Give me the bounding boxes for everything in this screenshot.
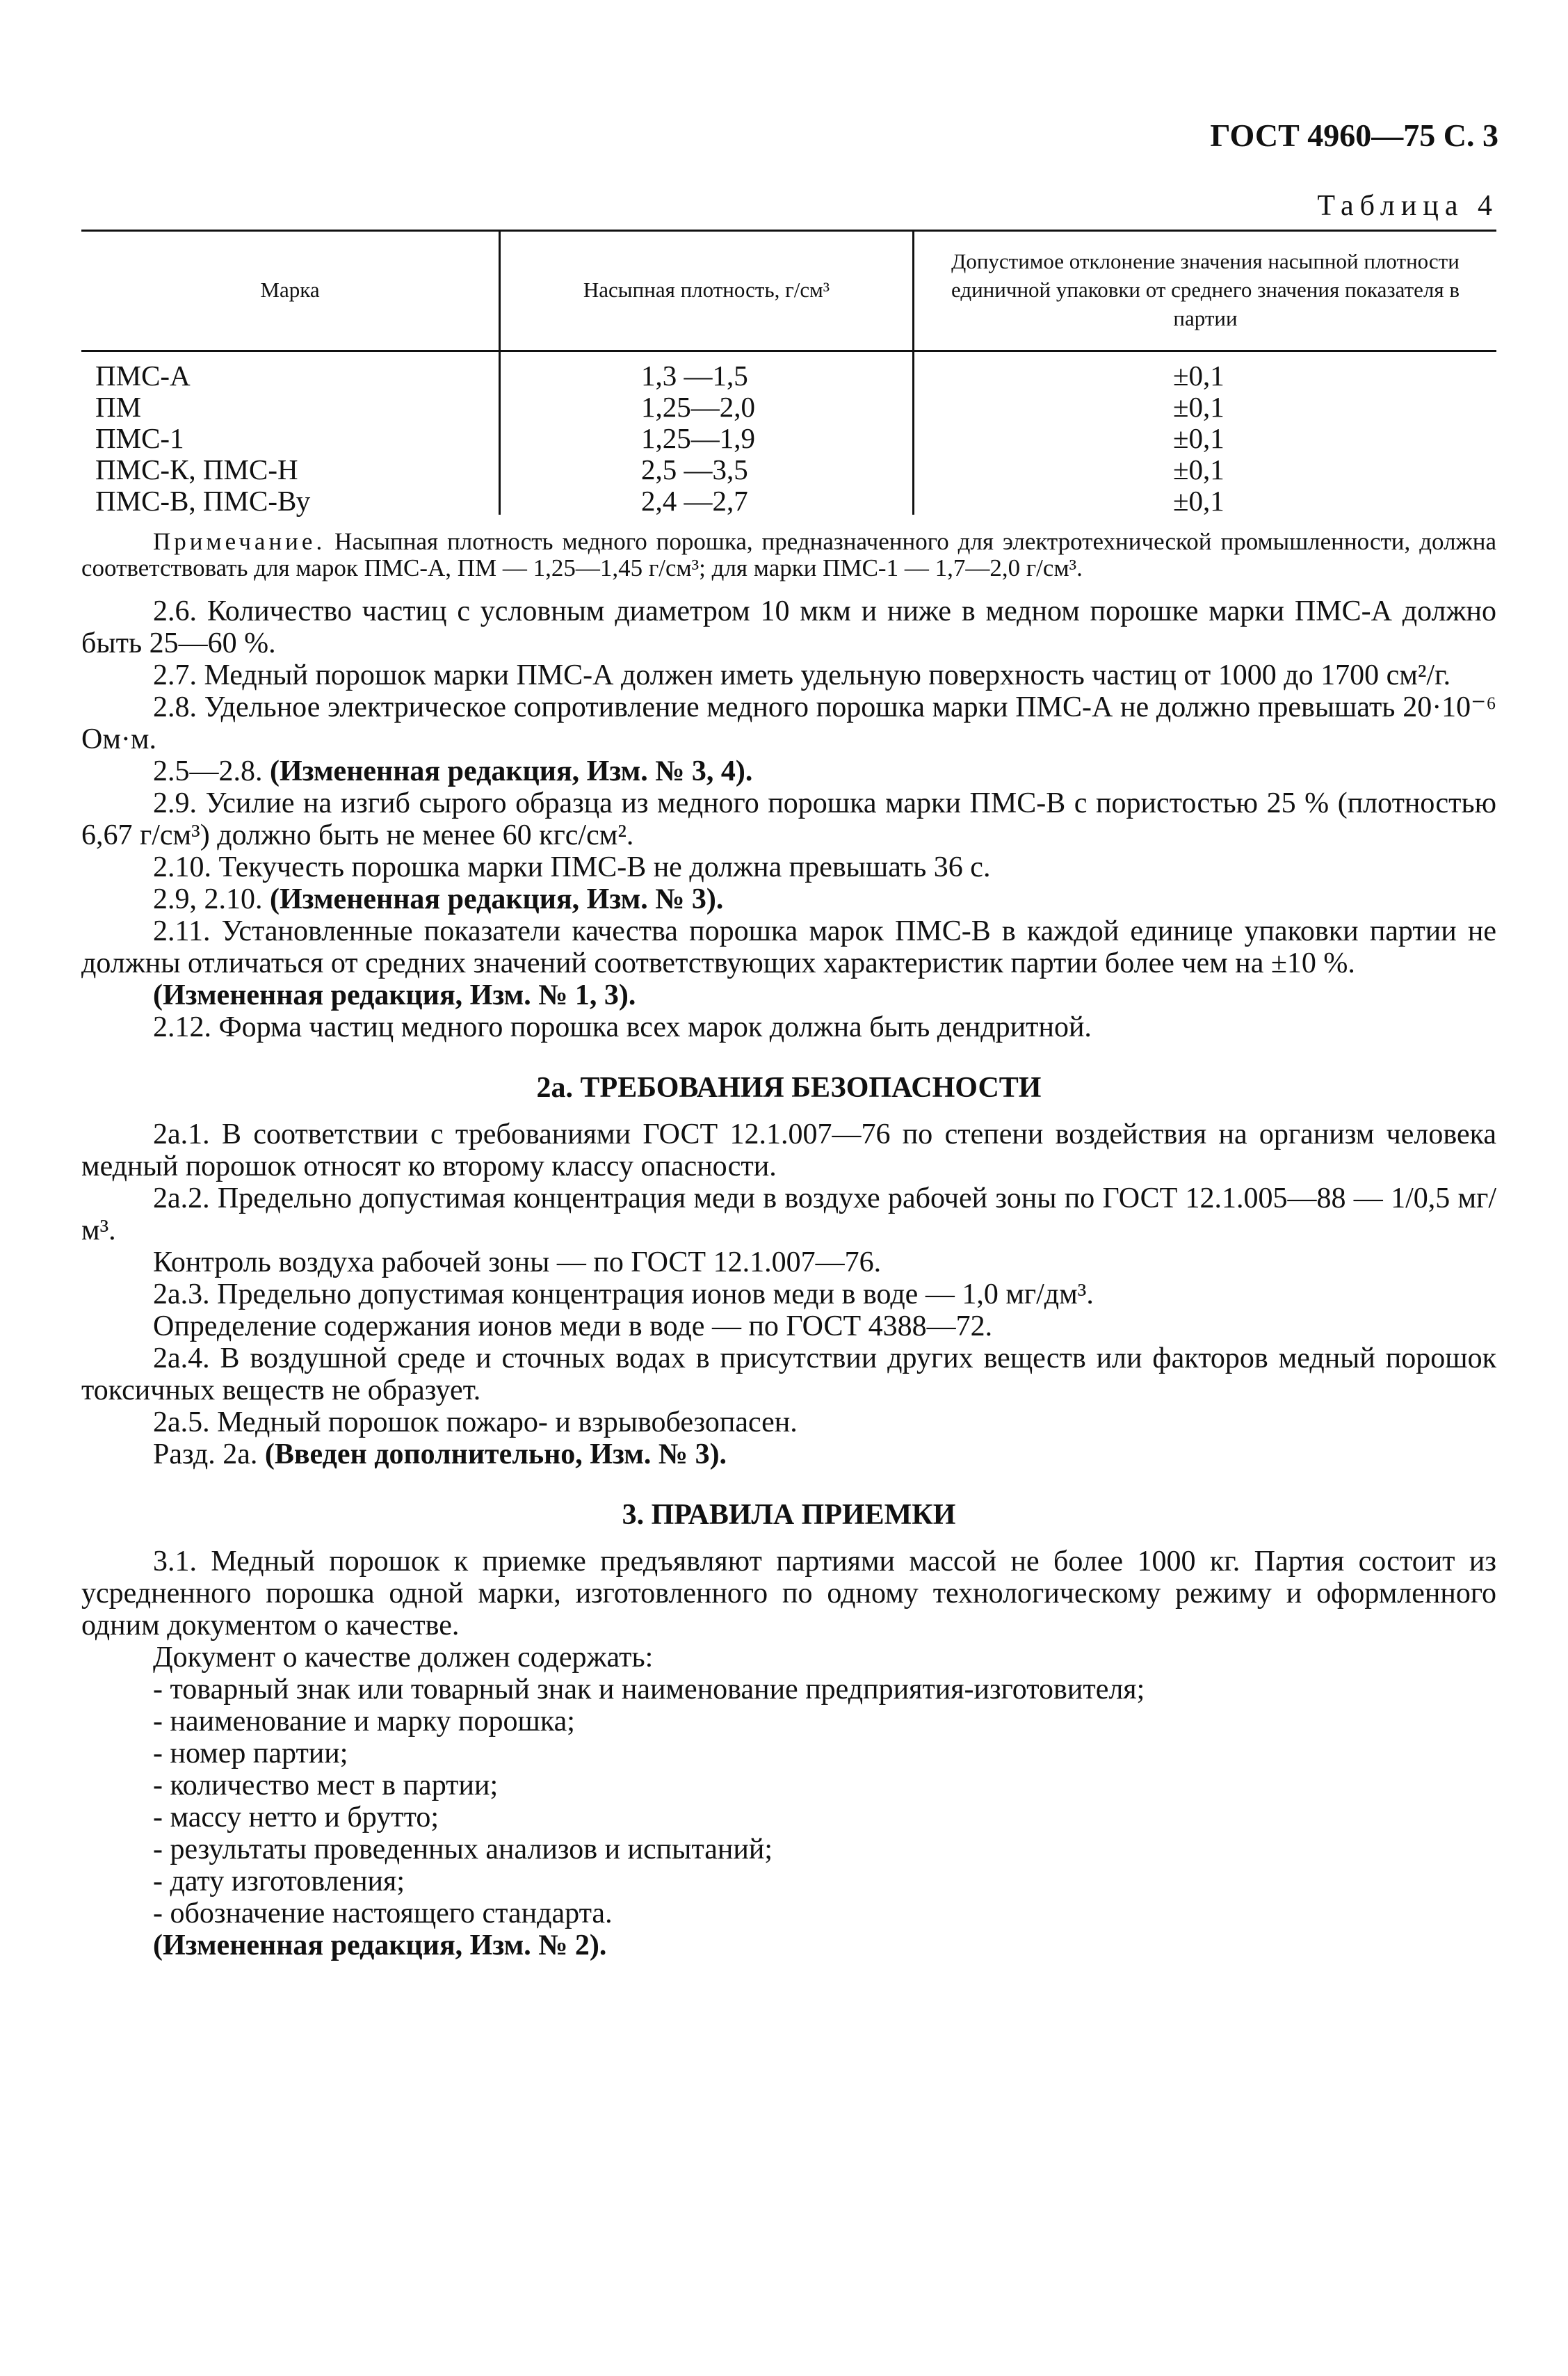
- table-header-rule: [81, 350, 1496, 352]
- list-item: - товарный знак или товарный знак и наименование предприятия-изготовителя;: [153, 1673, 1145, 1705]
- column-header-mark: Марка: [260, 278, 320, 302]
- edit-note-bold: (Измененная редакция, Изм. № 3).: [270, 883, 724, 915]
- table-note: [81, 529, 1496, 581]
- cell-density: 1,3 —1,5: [641, 360, 748, 392]
- paragraph-2a-5: 2а.5. Медный порошок пожаро- и взрывобезопасен.: [153, 1406, 798, 1438]
- table-row: [81, 360, 1496, 392]
- edit-note: [81, 883, 1496, 915]
- paragraph-2-12: 2.12. Форма частиц медного порошка всех марок должна быть дендритной.: [153, 1011, 1092, 1043]
- cell-density: 2,4 —2,7: [641, 485, 748, 517]
- cell-mark: ПМ: [95, 391, 142, 423]
- cell-mark: ПМС-1: [95, 422, 184, 454]
- page-header: ГОСТ 4960—75 С. 3: [1210, 118, 1498, 153]
- paragraph-2-6: 2.6. Количество частиц с условным диаметром 10 мкм и ниже в медном порошке марки ПМС-А должно быть 25—60 %.: [81, 595, 1496, 659]
- cell-mark: ПМС-В, ПМС-Ву: [95, 485, 311, 517]
- list-item: - количество мест в партии;: [153, 1769, 499, 1801]
- cell-deviation: ±0,1: [1173, 391, 1225, 423]
- column-header-deviation: Допустимое отклонение значения насыпной плотности единичной упаковки от среднего значения показателя в партии: [951, 249, 1460, 330]
- paragraph-2a-3: 2а.3. Предельно допустимая концентрация ионов меди в воде — 1,0 мг/дм³.: [153, 1278, 1094, 1310]
- table-row: [81, 423, 1496, 454]
- paragraph-2-8: 2.8. Удельное электрическое сопротивление медного порошка марки ПМС-А не должно превышать 20·10⁻⁶ Ом·м.: [81, 691, 1496, 755]
- paragraph-2a-1: 2а.1. В соответствии с требованиями ГОСТ 12.1.007—76 по степени воздействия на организм человека медный порошок относят ко второму классу опасности.: [81, 1118, 1496, 1182]
- list-item: - наименование и марку порошка;: [153, 1705, 575, 1737]
- list-item: - дату изготовления;: [153, 1865, 405, 1897]
- edit-note-bold: (Введен дополнительно, Изм. № 3).: [264, 1438, 727, 1470]
- paragraph-2-11: 2.11. Установленные показатели качества порошка марок ПМС-В в каждой единице упаковки партии не должны отличаться от средних значений соответствующих характеристик партии более чем на ±10 %.: [81, 915, 1496, 979]
- edit-note: [81, 1438, 1496, 1470]
- paragraph-2a-3-method: Определение содержания ионов меди в воде — по ГОСТ 4388—72.: [153, 1310, 993, 1342]
- paragraph-2a-2-control: Контроль воздуха рабочей зоны — по ГОСТ 12.1.007—76.: [153, 1246, 882, 1278]
- cell-deviation: ±0,1: [1173, 453, 1225, 485]
- paragraph-2a-4: 2а.4. В воздушной среде и сточных водах в присутствии других веществ или факторов медный порошок токсичных веществ не образует.: [81, 1342, 1496, 1406]
- list-item: - результаты проведенных анализов и испытаний;: [153, 1833, 773, 1865]
- cell-deviation: ±0,1: [1173, 360, 1225, 392]
- edit-note-bold: (Измененная редакция, Изм. № 3, 4).: [270, 755, 753, 787]
- paragraph-2a-2: 2а.2. Предельно допустимая концентрация меди в воздухе рабочей зоны по ГОСТ 12.1.005—88 — 1/0,5 мг/м³.: [81, 1182, 1496, 1246]
- table-body: [81, 360, 1496, 517]
- cell-density: 1,25—1,9: [641, 422, 755, 454]
- document-body: [81, 529, 1496, 1961]
- cell-mark: ПМС-А: [95, 360, 191, 392]
- edit-note: [81, 755, 1496, 787]
- cell-density: 1,25—2,0: [641, 391, 755, 423]
- paragraph-3-1-document: Документ о качестве должен содержать:: [153, 1641, 654, 1673]
- edit-note-prefix: 2.5—2.8.: [153, 755, 263, 787]
- table-row: [81, 454, 1496, 485]
- edit-note: (Измененная редакция, Изм. № 1, 3).: [153, 979, 636, 1011]
- cell-deviation: ±0,1: [1173, 485, 1225, 517]
- paragraph-2-9: 2.9. Усилие на изгиб сырого образца из медного порошка марки ПМС-В с пористостью 25 % (плотностью 6,67 г/см³) должно быть не менее 60 кгс/см².: [81, 787, 1496, 851]
- cell-density: 2,5 —3,5: [641, 453, 748, 485]
- table-row: [81, 485, 1496, 517]
- section-2a-title: 2а. ТРЕБОВАНИЯ БЕЗОПАСНОСТИ: [536, 1072, 1042, 1104]
- edit-note: (Измененная редакция, Изм. № 2).: [153, 1929, 607, 1961]
- note-text: Насыпная плотность медного порошка, предназначенного для электротехнической промышленности, должна соответствовать для марок ПМС-А, ПМ — 1,25—1,45 г/см³; для марки ПМС-1 — 1,7—2,0 г/см³.: [81, 528, 1497, 581]
- paragraph-2-7: 2.7. Медный порошок марки ПМС-А должен иметь удельную поверхность частиц от 1000 до 1700 см²/г.: [153, 659, 1451, 691]
- edit-note-prefix: Разд. 2а.: [153, 1438, 258, 1470]
- cell-mark: ПМС-К, ПМС-Н: [95, 453, 298, 485]
- table-caption: Таблица 4: [1317, 190, 1498, 222]
- section-3-title: 3. ПРАВИЛА ПРИЕМКИ: [622, 1499, 956, 1531]
- edit-note-prefix: 2.9, 2.10.: [153, 883, 263, 915]
- list-item: - массу нетто и брутто;: [153, 1801, 439, 1833]
- paragraph-3-1: 3.1. Медный порошок к приемке предъявляют партиями массой не более 1000 кг. Партия состоит из усредненного порошка одной марки, изготовленного по одному технологическому режиму и оформленного одним документом о качестве.: [81, 1546, 1496, 1641]
- column-header-density: Насыпная плотность, г/см³: [583, 278, 830, 302]
- list-item: - обозначение настоящего стандарта.: [153, 1897, 613, 1929]
- note-label: Примечание.: [153, 528, 326, 555]
- paragraph-2-10: 2.10. Текучесть порошка марки ПМС-В не должна превышать 36 с.: [153, 851, 991, 883]
- table-row: [81, 392, 1496, 423]
- cell-deviation: ±0,1: [1173, 422, 1225, 454]
- list-item: - номер партии;: [153, 1737, 348, 1769]
